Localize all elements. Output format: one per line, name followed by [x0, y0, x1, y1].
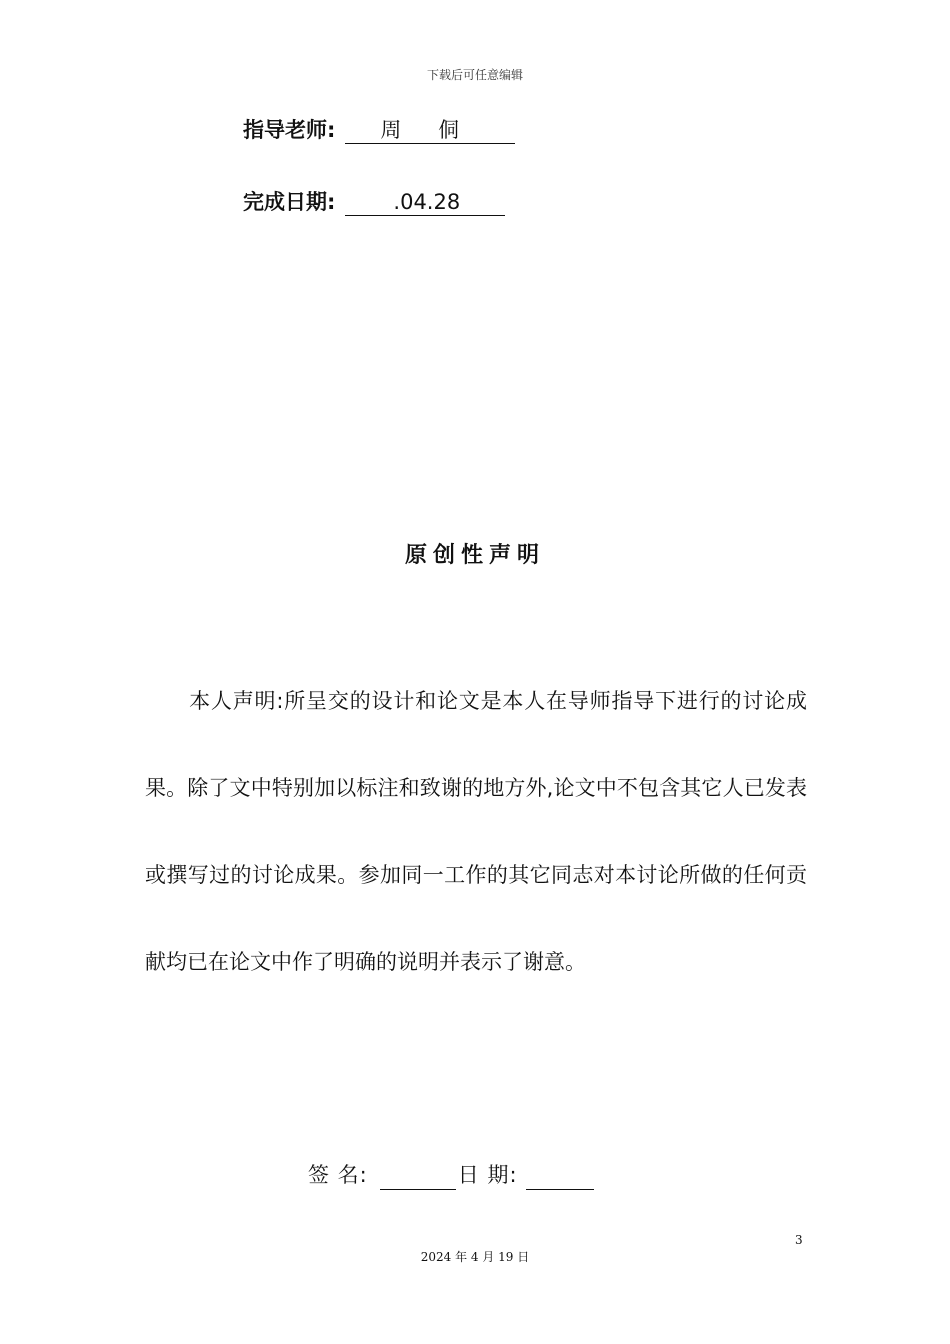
- signature-date-blank: [526, 1163, 594, 1190]
- completion-date-value: .04.28: [345, 189, 505, 216]
- signature-row: [308, 1160, 594, 1190]
- declaration-title: 原创性声明: [404, 543, 545, 568]
- footer-date: 2024 年 4 月 19 日: [420, 1250, 530, 1264]
- advisor-label: 指导老师:: [243, 118, 336, 142]
- advisor-value: 周 侗: [345, 117, 515, 144]
- signature-name-blank: [380, 1163, 456, 1190]
- header-note: 下载后可任意编辑: [426, 68, 523, 82]
- page-number: 3: [795, 1233, 803, 1247]
- completion-date-label: 完成日期:: [243, 190, 336, 214]
- completion-date-field: [243, 186, 505, 216]
- declaration-body: 本人声明:所呈交的设计和论文是本人在导师指导下进行的讨论成果。除了文中特别加以标注和致谢的地方外,论文中不包含其它人已发表或撰写过的讨论成果。参加同一工作的其它同志对本讨论所做的任何贡献均已在论文中作了明确的说明并表示了谢意。: [145, 689, 807, 974]
- signature-name-label: 签 名:: [308, 1163, 368, 1187]
- signature-date-label: 日 期:: [457, 1163, 518, 1187]
- advisor-field: [243, 114, 515, 144]
